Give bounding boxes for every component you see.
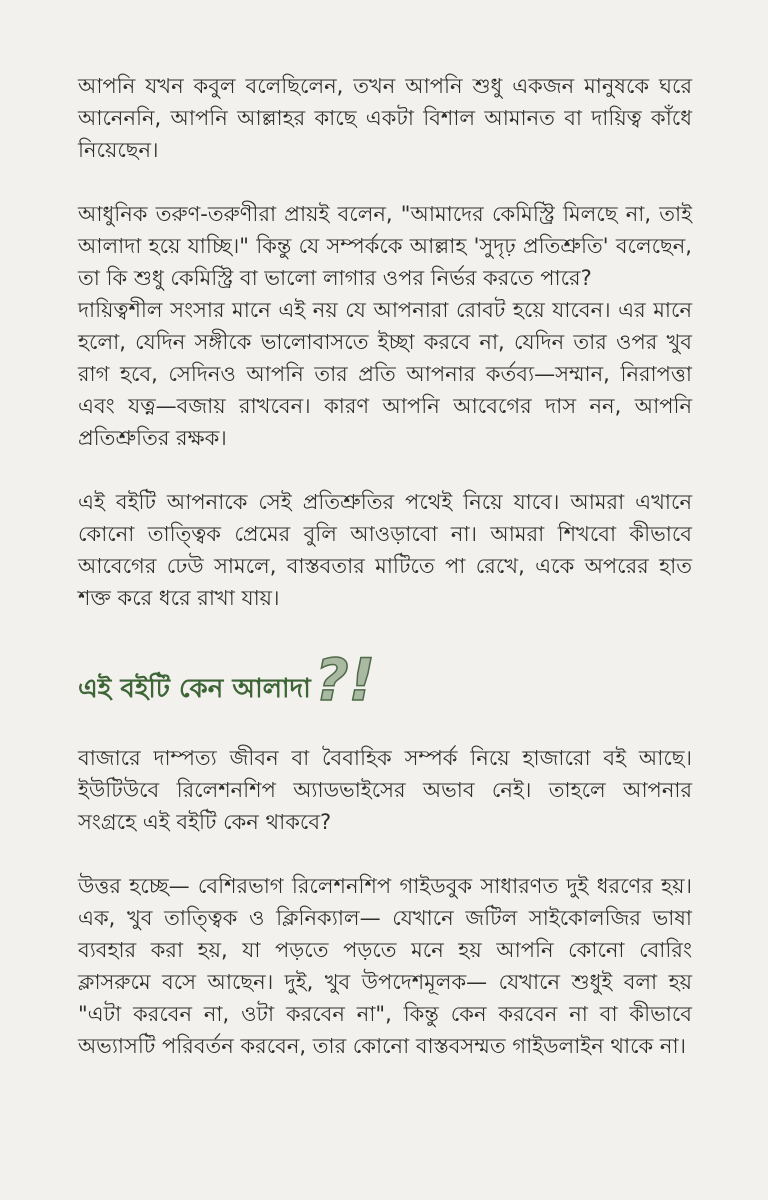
paragraph-kabul: আপনি যখন কবুল বলেছিলেন, তখন আপনি শুধু একজন মানুষকে ঘরে আনেননি, আপনি আল্লাহর কাছে একটা বিশাল আমানত বা দায়িত্ব কাঁধে নিয়েছেন। (78, 74, 692, 162)
paragraph-market: বাজারে দাম্পত্য জীবন বা বৈবাহিক সম্পর্ক নিয়ে হাজারো বই আছে। ইউটিউবে রিলেশনশিপ অ্যাডভাইসের অভাব নেই। তাহলে আপনার সংগ্রহে এই বইটি কেন থাকবে? (78, 746, 692, 834)
ornament-text: ?! (314, 646, 375, 714)
question-exclamation-icon (313, 646, 375, 714)
paragraph-answer: উত্তর হচ্ছে— বেশিরভাগ রিলেশনশিপ গাইডবুক সাধারণত দুই ধরণের হয়। এক, খুব তাত্ত্বিক ও ক্লিনিক্যাল— যেখানে জটিল সাইকোলজির ভাষা ব্যবহার করা হয়, যা পড়তে পড়তে মনে হয় আপনি কোনো বোরিং ক্লাসরুমে বসে আছেন। দুই, খুব উপদেশমূলক— যেখানে শুধুই বলা হয় "এটা করবেন না, ওটা করবেন না", কিন্তু কেন করবেন না বা কীভাবে অভ্যাসটি পরিবর্তন করবেন, তার কোনো বাস্তবসম্মত গাইডলাইন থাকে না। (78, 874, 692, 1058)
paragraph-book-purpose: এই বইটি আপনাকে সেই প্রতিশ্রুতির পথেই নিয়ে যাবে। আমরা এখানে কোনো তাত্ত্বিক প্রেমের বুলি আওড়াবো না। আমরা শিখবো কীভাবে আবেগের ঢেউ সামলে, বাস্তবতার মাটিতে পা রেখে, একে অপরের হাত শক্ত করে ধরে রাখা যায়। (78, 490, 692, 610)
section-heading (78, 646, 692, 714)
paragraph-chemistry: আধুনিক তরুণ-তরুণীরা প্রায়ই বলেন, "আমাদের কেমিস্ট্রি মিলছে না, তাই আলাদা হয়ে যাচ্ছি।" কিন্তু যে সম্পর্ককে আল্লাহ 'সুদৃঢ় প্রতিশ্রুতি' বলেছেন, তা কি শুধু কেমিস্ট্রি বা ভালো লাগার ওপর নির্ভর করতে পারে? (78, 202, 692, 290)
section-title: এই বইটি কেন আলাদা (78, 674, 311, 704)
document-page (78, 70, 692, 1094)
paragraph-responsibility: দায়িত্বশীল সংসার মানে এই নয় যে আপনারা রোবট হয়ে যাবেন। এর মানে হলো, যেদিন সঙ্গীকে ভালোবাসতে ইচ্ছা করবে না, যেদিন তার ওপর খুব রাগ হবে, সেদিনও আপনি তার প্রতি আপনার কর্তব্য—সম্মান, নিরাপত্তা এবং যত্ন—বজায় রাখবেন। কারণ আপনি আবেগের দাস নন, আপনি প্রতিশ্রুতির রক্ষক। (78, 298, 692, 450)
